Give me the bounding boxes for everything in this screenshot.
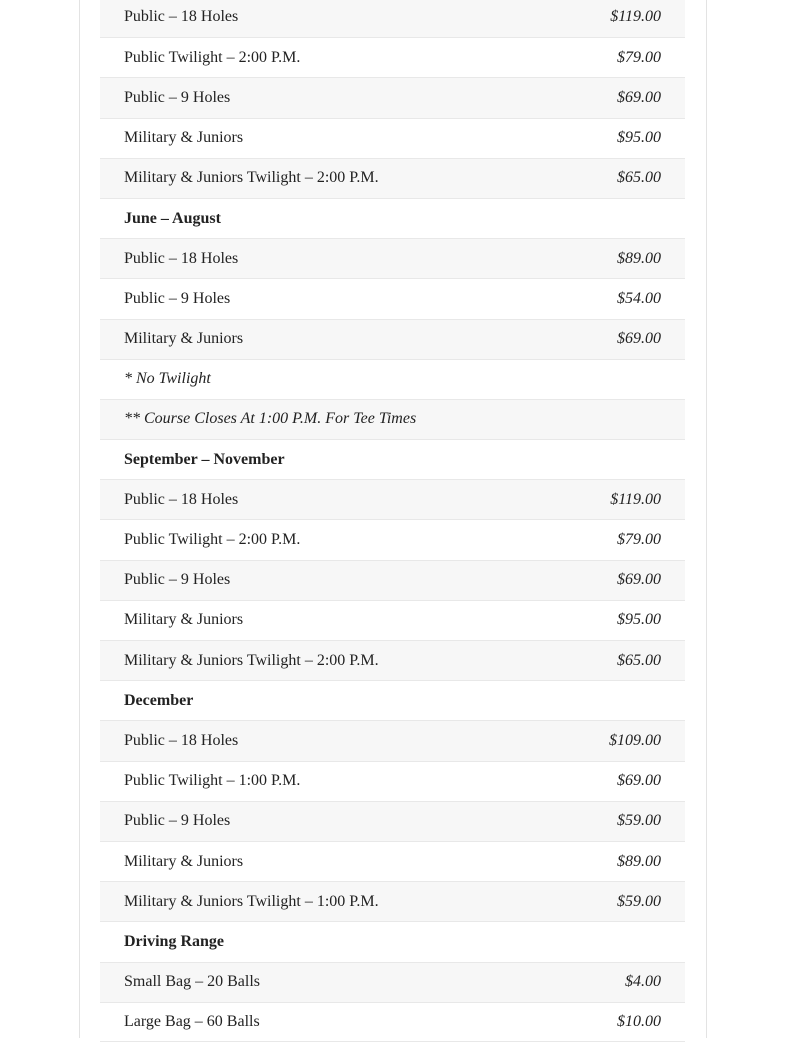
table-row [100,238,685,278]
section-heading [100,921,685,961]
note-text: * No Twilight [124,370,211,388]
row-label: Public – 9 Holes [124,88,231,106]
table-row [100,37,685,77]
table-row [100,881,685,921]
row-price: $119.00 [610,490,661,508]
row-price: $65.00 [617,169,661,187]
row-price: $79.00 [617,48,661,66]
table-row [100,720,685,760]
table-row [100,158,685,198]
row-price: $89.00 [617,249,661,267]
row-label: Public – 18 Holes [124,249,239,267]
table-row [100,479,685,519]
row-label: Public Twilight – 1:00 P.M. [124,772,301,790]
row-label: Public – 18 Holes [124,731,239,749]
row-label: Military & Juniors [124,330,244,348]
table-row [100,519,685,559]
section-heading [100,439,685,479]
row-label: Military & Juniors [124,611,244,629]
rates-table [100,0,685,1042]
section-title: Driving Range [124,932,224,950]
row-price: $79.00 [617,531,661,549]
row-price: $89.00 [617,852,661,870]
row-label: Military & Juniors Twilight – 2:00 P.M. [124,169,379,187]
row-label: Military & Juniors [124,129,244,147]
row-label: Public – 9 Holes [124,289,231,307]
section-title: September – November [124,450,285,468]
table-row [100,640,685,680]
note-text: ** Course Closes At 1:00 P.M. For Tee Times [124,410,417,428]
row-price: $95.00 [617,611,661,629]
row-label: Public – 9 Holes [124,571,231,589]
row-label: Military & Juniors [124,852,244,870]
row-label: Military & Juniors Twilight – 2:00 P.M. [124,651,379,669]
row-label: Public Twilight – 2:00 P.M. [124,531,301,549]
section-title: June – August [124,209,221,227]
section-title: December [124,691,194,709]
row-label: Public – 18 Holes [124,8,239,26]
row-price: $109.00 [609,731,661,749]
table-row [100,278,685,318]
row-price: $95.00 [617,129,661,147]
note-row [100,399,685,439]
row-price: $59.00 [617,892,661,910]
table-row [100,0,685,37]
row-label: Military & Juniors Twilight – 1:00 P.M. [124,892,379,910]
note-row [100,359,685,399]
table-row [100,962,685,1002]
row-label: Small Bag – 20 Balls [124,973,260,991]
section-heading [100,680,685,720]
table-row [100,1002,685,1042]
row-price: $69.00 [617,772,661,790]
row-price: $59.00 [617,812,661,830]
row-price: $4.00 [625,973,661,991]
row-price: $69.00 [617,88,661,106]
table-row [100,761,685,801]
row-price: $65.00 [617,651,661,669]
row-price: $119.00 [610,8,661,26]
row-price: $69.00 [617,571,661,589]
table-row [100,801,685,841]
row-price: $10.00 [617,1012,661,1030]
table-row [100,600,685,640]
table-row [100,118,685,158]
table-row [100,560,685,600]
row-price: $69.00 [617,330,661,348]
row-label: Public Twilight – 2:00 P.M. [124,48,301,66]
table-row [100,319,685,359]
section-heading [100,198,685,238]
table-row [100,77,685,117]
row-label: Public – 9 Holes [124,812,231,830]
row-price: $54.00 [617,289,661,307]
table-row [100,841,685,881]
row-label: Public – 18 Holes [124,490,239,508]
row-label: Large Bag – 60 Balls [124,1012,260,1030]
